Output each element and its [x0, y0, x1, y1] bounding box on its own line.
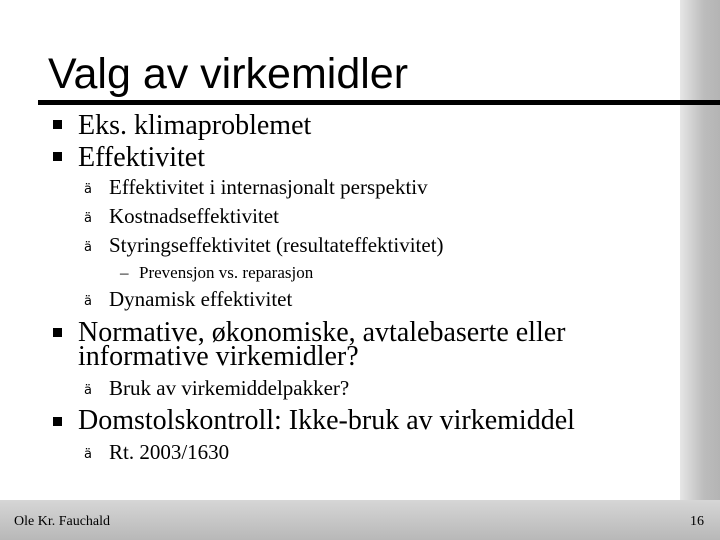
sub-bullet-virkemiddelpakker: Bruk av virkemiddelpakker? [109, 376, 350, 400]
sub-bullet-effektivitet-internasjonalt: Effektivitet i internasjonalt perspektiv [109, 175, 428, 199]
arrow-bullet-icon: ä [84, 383, 92, 398]
square-bullet-icon [53, 120, 62, 129]
arrow-bullet-icon: ä [84, 240, 92, 255]
arrow-bullet-icon: ä [84, 447, 92, 462]
bullet-2: Effektivitet [78, 142, 205, 173]
sub-bullet-kostnadseffektivitet: Kostnadseffektivitet [109, 204, 279, 228]
bullet-4: Domstolskontroll: Ikke-bruk av virkemiddel [78, 405, 575, 436]
arrow-bullet-icon: ä [84, 294, 92, 309]
arrow-bullet-icon: ä [84, 211, 92, 226]
dash-bullet: – [120, 263, 129, 282]
arrow-bullet-icon: ä [84, 182, 92, 197]
sub-bullet-rt-2003: Rt. 2003/1630 [109, 440, 230, 464]
bullet-3-line-1: Normative, økonomiske, avtalebaserte eller [78, 317, 566, 348]
bullet-3-line-2: informative virkemidler? [78, 341, 359, 372]
square-bullet-icon [53, 328, 62, 337]
subsub-bullet-prevensjon: Prevensjon vs. reparasjon [139, 263, 314, 282]
square-bullet-icon [53, 152, 62, 161]
right-decor-band [680, 0, 720, 540]
slide-title: Valg av virkemidler [48, 50, 409, 98]
bullet-1: Eks. klimaproblemet [78, 110, 312, 141]
title-divider [38, 100, 720, 105]
sub-bullet-styringseffektivitet: Styringseffektivitet (resultateffektivitet) [109, 233, 444, 257]
footer-author: Ole Kr. Fauchald [14, 514, 111, 529]
sub-bullet-dynamisk-effektivitet: Dynamisk effektivitet [109, 287, 293, 311]
square-bullet-icon [53, 417, 62, 426]
page-number: 16 [690, 514, 704, 529]
